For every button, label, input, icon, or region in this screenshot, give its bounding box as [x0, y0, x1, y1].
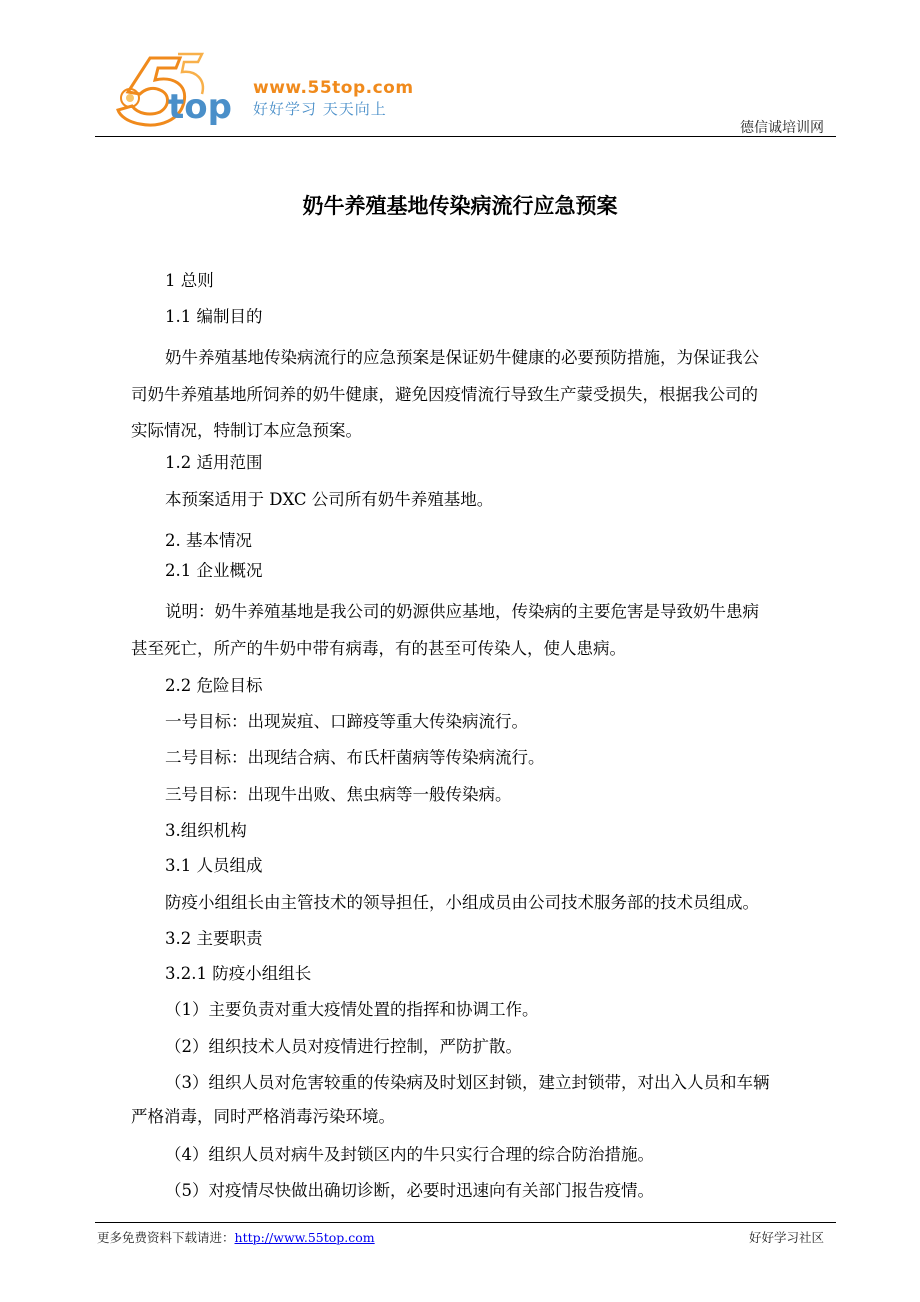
subsection-heading: 1.1 编制目的 [165, 307, 263, 326]
list-item: （1）主要负责对重大疫情处置的指挥和协调工作。 [165, 1000, 539, 1019]
subsection-heading: 2.1 企业概况 [165, 561, 263, 580]
list-item: （4）组织人员对病牛及封锁区内的牛只实行合理的综合防治措施。 [165, 1145, 654, 1164]
paragraph-line: 甚至死亡，所产的牛奶中带有病毒，有的甚至可传染人，使人患病。 [131, 639, 626, 658]
section-heading: 1 总则 [165, 271, 214, 290]
site-name: 德信诚培训网 [740, 120, 824, 136]
logo-url-text: www.55top.com [253, 78, 414, 98]
subsection-heading: 3.2.1 防疫小组组长 [165, 964, 312, 983]
list-item: 三号目标：出现牛出败、焦虫病等一般传染病。 [165, 785, 512, 804]
footer-label: 更多免费资料下载请进： [97, 1230, 235, 1245]
paragraph-line: 防疫小组组长由主管技术的领导担任，小组成员由公司技术服务部的技术员组成。 [165, 893, 759, 912]
subsection-heading: 1.2 适用范围 [165, 453, 263, 472]
subsection-heading: 3.2 主要职责 [165, 929, 263, 948]
paragraph-line: 司奶牛养殖基地所饲养的奶牛健康，避免因疫情流行导致生产蒙受损失，根据我公司的 [131, 385, 758, 404]
header-divider [95, 136, 836, 137]
list-item: （5）对疫情尽快做出确切诊断，必要时迅速向有关部门报告疫情。 [165, 1181, 654, 1200]
section-heading: 3.组织机构 [165, 821, 247, 840]
footer-link[interactable]: http://www.55top.com [234, 1230, 375, 1245]
document-title: 奶牛养殖基地传染病流行应急预案 [302, 194, 618, 218]
footer-divider [95, 1222, 836, 1223]
paragraph-line: 本预案适用于 DXC 公司所有奶牛养殖基地。 [165, 490, 494, 509]
logo-slogan: 好好学习 天天向上 [253, 100, 387, 118]
list-item-continuation: 严格消毒，同时严格消毒污染环境。 [131, 1107, 395, 1126]
subsection-heading: 3.1 人员组成 [165, 856, 263, 875]
list-item: 一号目标：出现炭疽、口蹄疫等重大传染病流行。 [165, 712, 528, 731]
footer-download-note [97, 1228, 375, 1246]
paragraph-line: 实际情况，特制订本应急预案。 [131, 421, 362, 440]
section-heading: 2. 基本情况 [165, 531, 252, 550]
list-item: （3）组织人员对危害较重的传染病及时划区封锁，建立封锁带，对出入人员和车辆 [165, 1073, 770, 1092]
list-item: 二号目标：出现结合病、布氏杆菌病等传染病流行。 [165, 748, 545, 767]
list-item: （2）组织技术人员对疫情进行控制，严防扩散。 [165, 1037, 522, 1056]
paragraph-line: 奶牛养殖基地传染病流行的应急预案是保证奶牛健康的必要预防措施，为保证我公 [165, 348, 759, 367]
subsection-heading: 2.2 危险目标 [165, 676, 263, 695]
paragraph-line: 说明：奶牛养殖基地是我公司的奶源供应基地，传染病的主要危害是导致奶牛患病 [165, 602, 759, 621]
svg-text:top: top [168, 87, 232, 127]
footer-community: 好好学习社区 [748, 1230, 824, 1245]
